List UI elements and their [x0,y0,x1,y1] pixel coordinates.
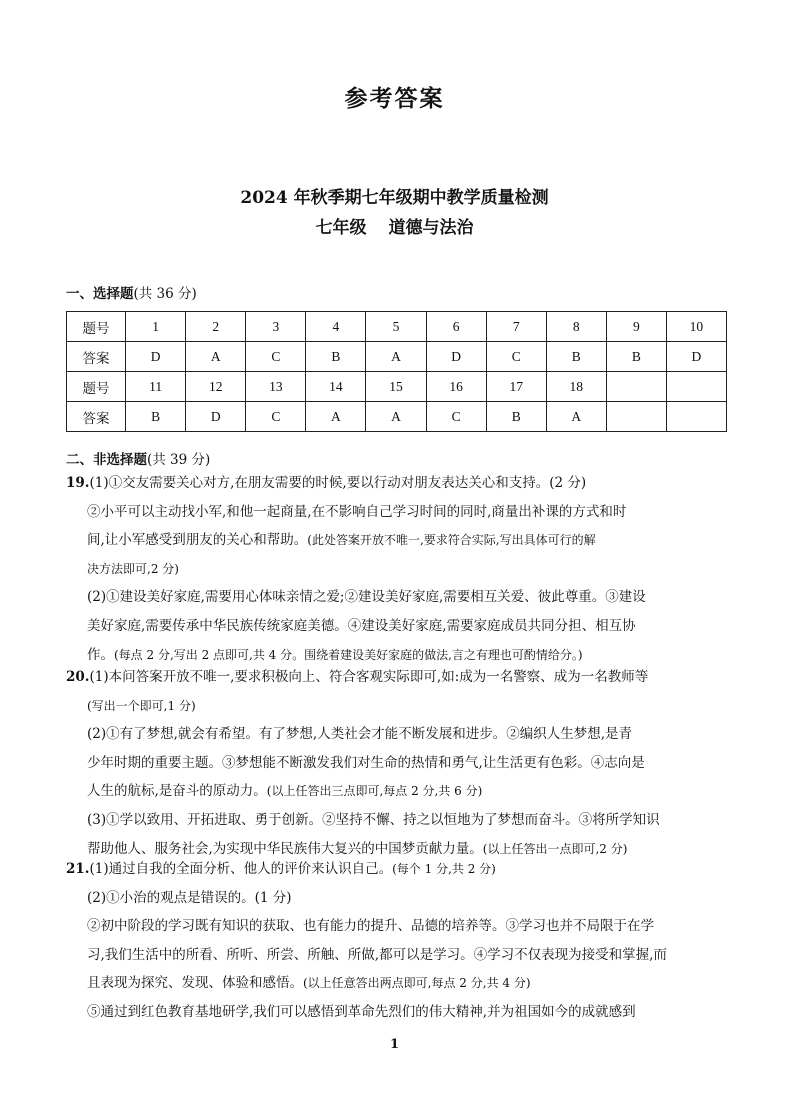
answer-cell: B [546,342,606,372]
exam-title: 2024 年秋季期七年级期中教学质量检测 [240,188,549,208]
answer-cell [606,402,666,432]
question-number: 21. [66,861,90,877]
question-21 [66,855,728,1027]
answer-cell: B [606,342,666,372]
question-number-cell: 14 [306,372,366,402]
answer-cell: B [126,402,186,432]
grading-note: (以上任答出三点即可,每点 2 分,共 6 分) [266,784,483,799]
answer-line: (2)①小治的观点是错误的。(1 分) [87,889,292,906]
subject-label: 道德与法治 [388,218,474,238]
page-number: 1 [389,1037,400,1052]
answer-cell: A [366,402,426,432]
question-number-cell [666,372,726,402]
question-20 [66,663,728,863]
answer-cell: A [306,402,366,432]
section1-heading [66,282,197,302]
answer-line: 少年时期的重要主题。③梦想能不断激发我们对生命的热情和勇气,让生活更有色彩。④志向是 [87,754,645,771]
question-number-cell: 9 [606,312,666,342]
question-number-cell: 11 [126,372,186,402]
grade-label: 七年级 [315,218,367,238]
answer-line: (1)本问答案开放不唯一,要求积极向上、符合客观实际即可,如:成为一名警察、成为一名教师等 [89,669,649,685]
grading-note: (此处答案开放不唯一,要求符合实际,写出具体可行的解 [307,533,596,548]
answer-line: (2)①建设美好家庭,需要用心体味亲情之爱;②建设美好家庭,需要相互关爱、彼此尊重。③建设 [87,589,646,606]
row-label-question: 题号 [67,312,126,342]
question-number-cell: 12 [186,372,246,402]
question-number-cell: 7 [486,312,546,342]
question-number-cell [606,372,666,402]
answer-line: ②初中阶段的学习既有知识的获取、也有能力的提升、品德的培养等。③学习也并不局限于在学 [87,918,654,935]
answer-line: 间,让小军感受到朋友的关心和帮助。 [87,532,308,549]
answer-cell: B [306,342,366,372]
row-label-answer: 答案 [67,402,126,432]
table-row [67,342,727,372]
question-number-cell: 8 [546,312,606,342]
question-number-cell: 18 [546,372,606,402]
page-title: 参考答案 [344,85,445,112]
question-number-cell: 10 [666,312,726,342]
question-19 [66,469,728,669]
section1-title: 一、选择题 [66,286,134,302]
answer-line: (1)通过自我的全面分析、他人的评价来认识自己。 [89,861,393,877]
answer-cell: C [246,342,306,372]
grading-note: (每点 2 分,写出 2 点即可,共 4 分。围绕着建设美好家庭的做法,言之有理也可酌情给分。) [114,647,583,662]
question-number-cell: 17 [486,372,546,402]
table-row [67,402,727,432]
answer-table [66,311,727,432]
question-number-cell: 6 [426,312,486,342]
answer-line: (3)①学以致用、开拓进取、勇于创新。②坚持不懈、持之以恒地为了梦想而奋斗。③将所学知识 [87,811,660,828]
grading-note: (以上任意答出两点即可,每点 2 分,共 4 分) [303,976,531,991]
grading-note: 决方法即可,2 分) [87,561,179,576]
answer-cell: D [186,402,246,432]
answer-cell: B [486,402,546,432]
question-number-cell: 1 [126,312,186,342]
answer-cell: A [546,402,606,432]
question-number-cell: 3 [246,312,306,342]
question-number-cell: 15 [366,372,426,402]
table-row [67,312,727,342]
answer-cell [666,402,726,432]
answer-line: (1)①交友需要关心对方,在朋友需要的时候,要以行动对朋友表达关心和支持。(2 分) [89,475,587,491]
answer-line: 帮助他人、服务社会,为实现中华民族伟大复兴的中国梦贡献力量。 [87,840,483,857]
answer-line: 且表现为探究、发现、体验和感悟。 [87,975,303,992]
row-label-question: 题号 [67,372,126,402]
answer-line: ②小平可以主动找小军,和他一起商量,在不影响自己学习时间的同时,商量出补课的方式和时 [87,503,627,520]
answer-cell: D [426,342,486,372]
section2-heading [66,448,210,468]
answer-cell: D [666,342,726,372]
grading-note: (写出一个即可,1 分) [87,698,196,713]
answer-cell: C [486,342,546,372]
answer-line: ⑤通过到红色教育基地研学,我们可以感悟到革命先烈们的伟大精神,并为祖国如今的成就感到 [87,1003,636,1020]
answer-cell: D [126,342,186,372]
question-number-cell: 5 [366,312,426,342]
row-label-answer: 答案 [67,342,126,372]
question-number: 19. [66,475,90,491]
answer-cell: C [426,402,486,432]
question-number-cell: 4 [306,312,366,342]
question-number-cell: 16 [426,372,486,402]
section2-title: 二、非选择题 [66,452,147,468]
section1-points: (共 36 分) [133,286,197,302]
table-row [67,372,727,402]
question-number: 20. [66,669,90,685]
answer-line: 美好家庭,需要传承中华民族传统家庭美德。④建设美好家庭,需要家庭成员共同分担、相互协 [87,617,636,634]
answer-cell: A [186,342,246,372]
answer-line: 作。 [87,646,114,663]
question-number-cell: 13 [246,372,306,402]
answer-cell: A [366,342,426,372]
grading-note: (以上任答出一点即可,2 分) [482,841,628,856]
section2-points: (共 39 分) [147,452,211,468]
grading-note: (每个 1 分,共 2 分) [392,862,496,876]
answer-line: 人生的航标,是奋斗的原动力。 [87,783,267,800]
answer-line: 习,我们生活中的所看、所听、所尝、所触、所做,都可以是学习。④学习不仅表现为接受和掌握,而 [87,946,667,963]
answer-cell: C [246,402,306,432]
exam-subtitle [0,213,789,238]
answer-line: (2)①有了梦想,就会有希望。有了梦想,人类社会才能不断发展和进步。②编织人生梦想,是青 [87,726,632,743]
question-number-cell: 2 [186,312,246,342]
